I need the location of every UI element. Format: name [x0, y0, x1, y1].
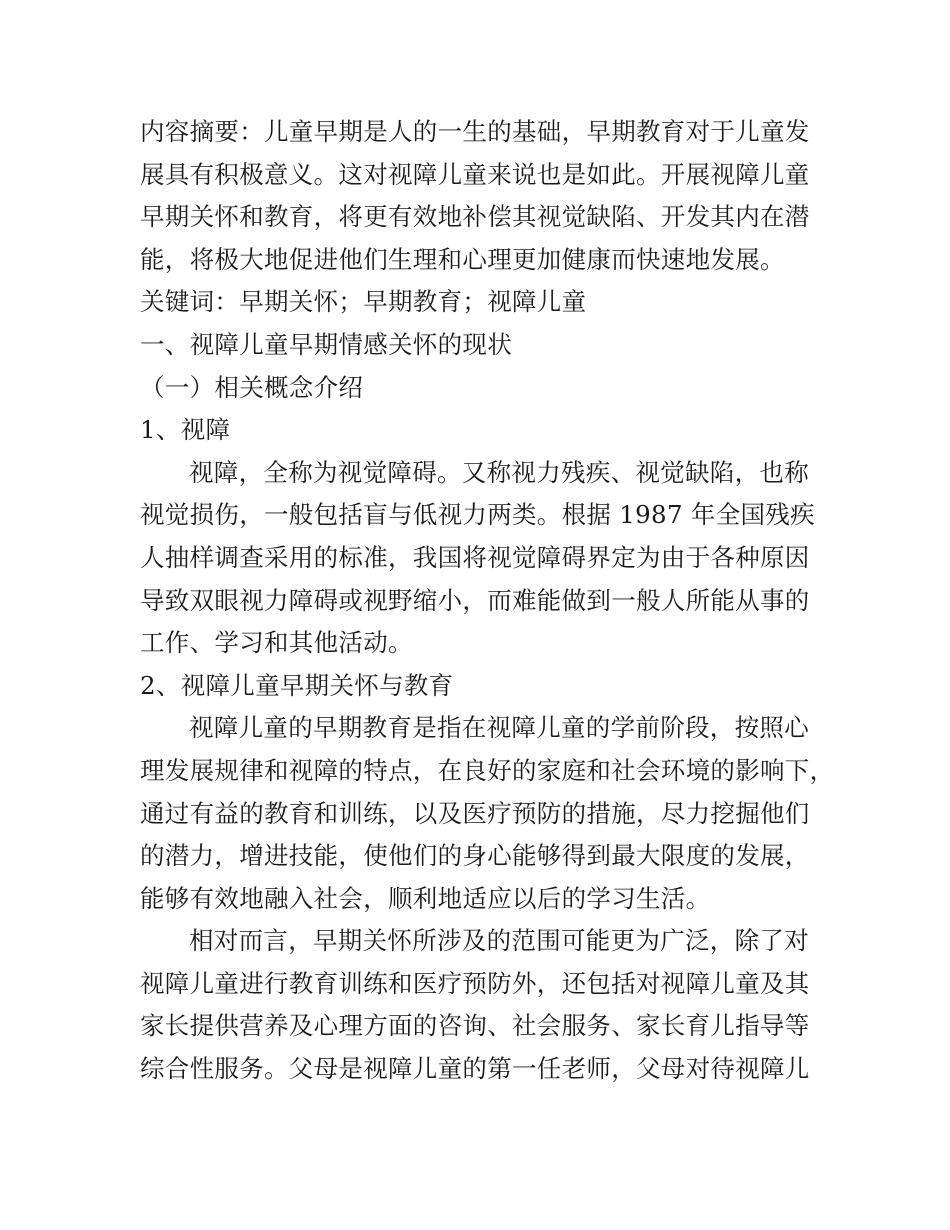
paragraph-line: 相对而言，早期关怀所涉及的范围可能更为广泛，除了对: [189, 926, 809, 956]
paragraph-line: 综合性服务。父母是视障儿童的第一任老师，父母对待视障儿: [140, 1054, 810, 1084]
paragraph-line: 导致双眼视力障碍或视野缩小，而难能做到一般人所能从事的: [140, 585, 810, 615]
document-body: [140, 111, 835, 1091]
paragraph-line: 能够有效地融入社会，顺利地适应以后的学习生活。: [140, 883, 711, 913]
item-heading: 2、视障儿童早期关怀与教育: [140, 670, 454, 700]
paragraph-line: 视障儿童的早期教育是指在视障儿童的学前阶段，按照心: [189, 713, 809, 743]
paragraph-line: 视觉损伤，一般包括盲与低视力两类。根据 1987 年全国残疾: [140, 500, 815, 530]
paragraph-line: 理发展规律和视障的特点，在良好的家庭和社会环境的影响下，: [140, 755, 835, 785]
abstract-line: 能，将极大地促进他们生理和心理更加健康而快速地发展。: [140, 244, 785, 274]
paragraph-line: 通过有益的教育和训练，以及医疗预防的措施，尽力挖掘他们: [140, 798, 810, 828]
section-heading: 一、视障儿童早期情感关怀的现状: [140, 329, 512, 359]
paragraph-line: 家长提供营养及心理方面的咨询、社会服务、家长育儿指导等: [140, 1011, 810, 1041]
abstract-line: 内容摘要：儿童早期是人的一生的基础，早期教育对于儿童发: [140, 117, 810, 146]
paragraph-line: 的潜力，增进技能，使他们的身心能够得到最大限度的发展，: [140, 841, 810, 871]
item-heading: 1、视障: [140, 415, 231, 445]
paragraph-line: 工作、学习和其他活动。: [140, 628, 413, 658]
abstract-line: 展具有积极意义。这对视障儿童来说也是如此。开展视障儿童: [140, 159, 810, 189]
paragraph-line: 人抽样调查采用的标准，我国将视觉障碍界定为由于各种原因: [140, 542, 810, 572]
subsection-heading: （一）相关概念介绍: [140, 372, 364, 402]
keywords-line: 关键词：早期关怀；早期教育；视障儿童: [140, 287, 587, 317]
abstract-line: 早期关怀和教育，将更有效地补偿其视觉缺陷、开发其内在潜: [140, 202, 810, 232]
paragraph-line: 视障儿童进行教育训练和医疗预防外，还包括对视障儿童及其: [140, 968, 810, 998]
paragraph-line: 视障，全称为视觉障碍。又称视力残疾、视觉缺陷，也称: [189, 457, 809, 487]
